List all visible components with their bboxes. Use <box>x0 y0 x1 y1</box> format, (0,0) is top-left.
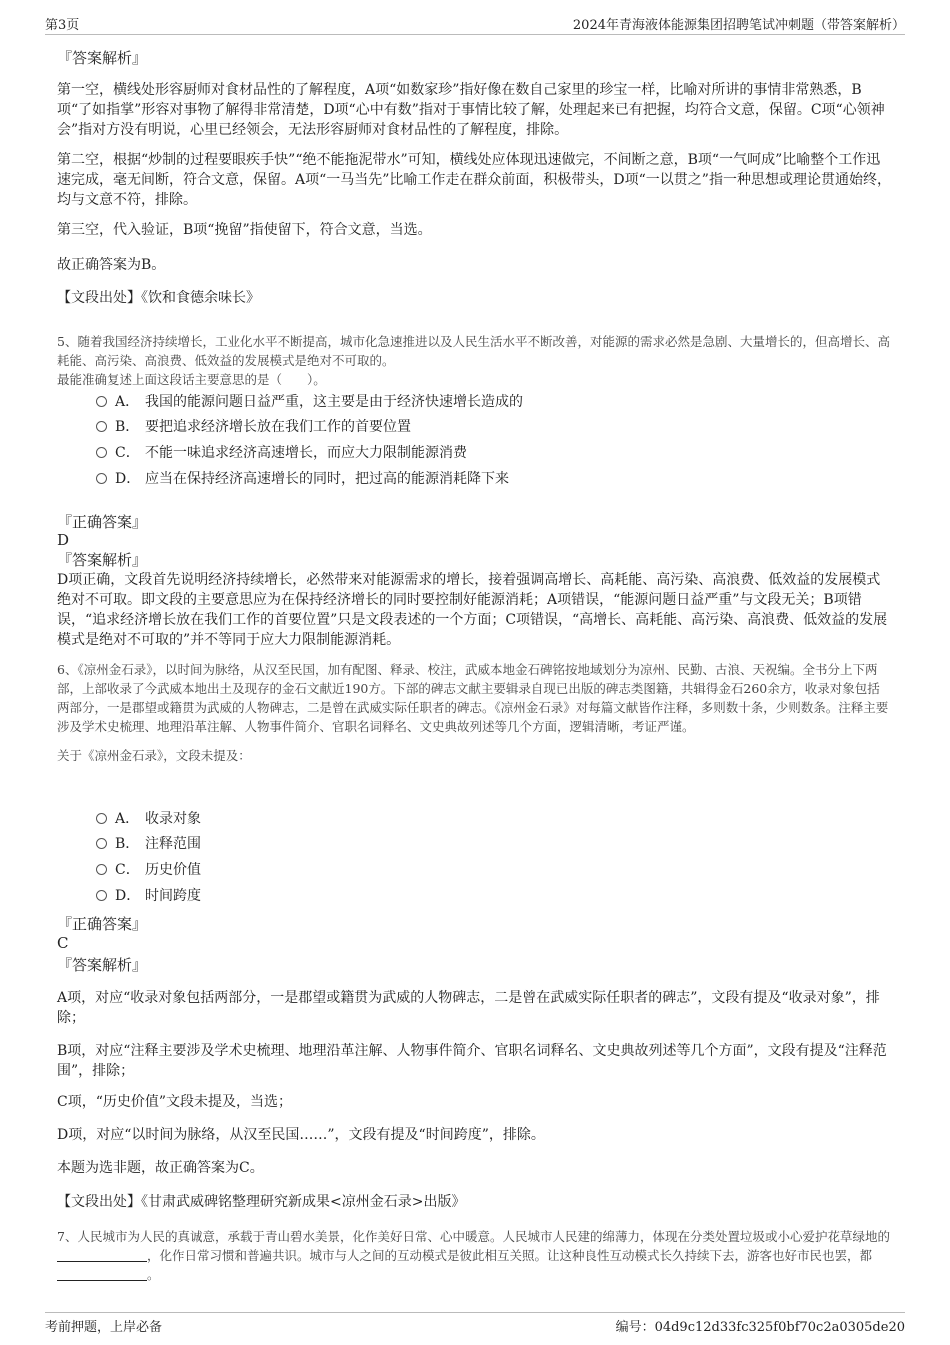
option-text: 要把追求经济增长放在我们工作的首要位置 <box>145 419 411 435</box>
q6-analysis-d: D项，对应“以时间为脉络，从汉至民国……”，文段有提及“时间跨度”，排除。 <box>57 1127 545 1143</box>
radio-icon[interactable] <box>96 473 107 484</box>
option-letter: B． <box>115 836 140 852</box>
q4-analysis-p1: 第一空，横线处形容厨师对食材品性的了解程度，A项“如数家珍”指好像在数自己家里的珍宝一样，比喻对所讲的事情非常熟悉，B项“了如指掌”形容对事物了解得非常清楚，D项“心中有数”指对于事情比较了解，处理起来已有把握，均符合文意，保留。C项“心领神会”指对方没有明说，心里已经领会，无法形容厨师对食材品性的了解程度，排除。 <box>57 82 885 138</box>
radio-icon[interactable] <box>96 447 107 458</box>
option-letter: C． <box>115 445 140 461</box>
radio-icon[interactable] <box>96 864 107 875</box>
q6-analysis-b: B项，对应“注释主要涉及学术史梳理、地理沿革注解、人物事件简介、官职名词释名、文史典故列述等几个方面”，文段有提及“注释范围”，排除； <box>57 1043 887 1079</box>
q5-stem: 5、随着我国经济持续增长，工业化水平不断提高，城市化急速推进以及人民生活水平不断改善，对能源的需求必然是急剧、大量增长的，但高增长、高耗能、高污染、高浪费、低效益的发展模式是绝对不可取的。 <box>57 334 890 368</box>
q6-option-c[interactable] <box>96 860 201 880</box>
q5-analysis-label: 『答案解析』 <box>57 551 148 569</box>
option-text: 时间跨度 <box>145 888 201 904</box>
q7-text-part1: 7、人民城市为人民的真诚意，承载于青山碧水美景，化作美好日常、心中暖意。人民城市人民建的绵薄力，体现在分类处置垃圾或小心爱护花草绿地的 <box>57 1229 890 1244</box>
q7-stem <box>57 1227 892 1284</box>
footer-slogan: 考前押题，上岸必备 <box>45 1320 163 1335</box>
q5-option-a[interactable] <box>96 392 523 412</box>
option-text: 历史价值 <box>145 862 201 878</box>
q6-option-a[interactable] <box>96 809 201 829</box>
option-text: 收录对象 <box>145 811 201 827</box>
q5-question: 最能准确复述上面这段话主要意思的是（ ）。 <box>57 372 326 387</box>
q6-answer: C <box>57 934 69 952</box>
q6-option-b[interactable] <box>96 834 201 854</box>
q6-analysis-a: A项，对应“收录对象包括两部分，一是郡望或籍贯为武威的人物碑志，二是曾在武威实际任职者的碑志”，文段有提及“收录对象”，排除； <box>57 990 880 1026</box>
option-text: 注释范围 <box>145 836 201 852</box>
q5-analysis: D项正确，文段首先说明经济持续增长，必然带来对能源需求的增长，接着强调高增长、高耗能、高污染、高浪费、低效益的发展模式绝对不可取。即文段的主要意思应为在保持经济增长的同时要控制好能源消耗；A项错误，“能源问题日益严重”与文段无关；B项错误，“追求经济增长放在我们工作的首要位置”只是文段表述的一个方面；C项错误，“高增长、高耗能、高污染、高浪费、低效益的发展模式是绝对不可取的”并不等同于应大力限制能源消耗。 <box>57 572 888 648</box>
q5-answer: D <box>57 531 70 549</box>
page-footer <box>45 1312 905 1335</box>
radio-icon[interactable] <box>96 890 107 901</box>
q5-answer-label: 『正确答案』 <box>57 513 148 531</box>
q7-text-part3: 。 <box>147 1267 160 1282</box>
q4-analysis-p3: 第三空，代入验证，B项“挽留”指使留下，符合文意，当选。 <box>57 222 432 238</box>
q6-question: 关于《凉州金石录》，文段未提及： <box>57 748 251 763</box>
q6-conclusion: 本题为选非题，故正确答案为C。 <box>57 1160 264 1176</box>
q6-source: 【文段出处】《甘肃武威碑铭整理研究新成果<凉州金石录>出版》 <box>57 1194 466 1210</box>
q6-option-d[interactable] <box>96 886 201 906</box>
q5-option-b[interactable] <box>96 417 411 437</box>
option-letter: B． <box>115 419 140 435</box>
option-letter: C． <box>115 862 140 878</box>
option-text: 应当在保持经济高速增长的同时，把过高的能源消耗降下来 <box>145 471 509 487</box>
option-letter: D． <box>115 471 141 487</box>
q7-text-part2: ，化作日常习惯和普遍共识。城市与人之间的互动模式是彼此相互关照。让这种良性互动模式长久持续下去，游客也好市民也罢，都 <box>147 1248 873 1263</box>
q5-option-c[interactable] <box>96 443 467 463</box>
option-letter: D． <box>115 888 141 904</box>
page-header <box>45 12 905 35</box>
radio-icon[interactable] <box>96 421 107 432</box>
answer-blank-1[interactable] <box>57 1249 147 1262</box>
q4-analysis-label: 『答案解析』 <box>57 49 148 67</box>
option-text: 不能一味追求经济高速增长，而应大力限制能源消费 <box>145 445 467 461</box>
q4-answer-line: 故正确答案为B。 <box>57 257 166 273</box>
page-number: 第3页 <box>45 18 80 33</box>
answer-blank-2[interactable] <box>57 1268 147 1281</box>
option-text: 我国的能源问题日益严重，这主要是由于经济快速增长造成的 <box>145 394 523 410</box>
q6-analysis-c: C项，“历史价值”文段未提及，当选； <box>57 1094 293 1110</box>
option-letter: A． <box>115 394 140 410</box>
document-id: 编号：04d9c12d33fc325f0bf70c2a0305de20 <box>615 1320 905 1335</box>
q4-source: 【文段出处】《饮和食德余味长》 <box>57 290 260 306</box>
radio-icon[interactable] <box>96 813 107 824</box>
radio-icon[interactable] <box>96 838 107 849</box>
document-title: 2024年青海液体能源集团招聘笔试冲刺题（带答案解析） <box>572 18 905 33</box>
q5-option-d[interactable] <box>96 469 509 489</box>
option-letter: A． <box>115 811 140 827</box>
radio-icon[interactable] <box>96 396 107 407</box>
q4-analysis-p2: 第二空，根据“炒制的过程要眼疾手快”“绝不能拖泥带水”可知，横线处应体现迅速做完，不间断之意，B项“一气呵成”比喻整个工作迅速完成，毫无间断，符合文意，保留。A项“一马当先”比喻工作走在群众前面，积极带头，D项“一以贯之”指一种思想或理论贯通始终，均与文意不符，排除。 <box>57 152 891 208</box>
q6-stem: 6、《凉州金石录》，以时间为脉络，从汉至民国，加有配图、释录、校注，武威本地金石碑铭按地域划分为凉州、民勤、古浪、天祝编。全书分上下两部，上部收录了今武威本地出土及现存的金石文献近190方。下部的碑志文献主要辑录自现已出版的碑志类图籍，共辑得金石260余方，收录对象包括两部分，一是郡望或籍贯为武威的人物碑志，二是曾在武威实际任职者的碑志。《凉州金石录》对每篇文献皆作注释，多则数十条，少则数条。注释主要涉及学术史梳理、地理沿革注解、人物事件简介、官职名词释名、文史典故列述等几个方面，逻辑清晰，考证严谨。 <box>57 662 889 734</box>
q6-analysis-label: 『答案解析』 <box>57 956 148 974</box>
q6-answer-label: 『正确答案』 <box>57 915 148 933</box>
